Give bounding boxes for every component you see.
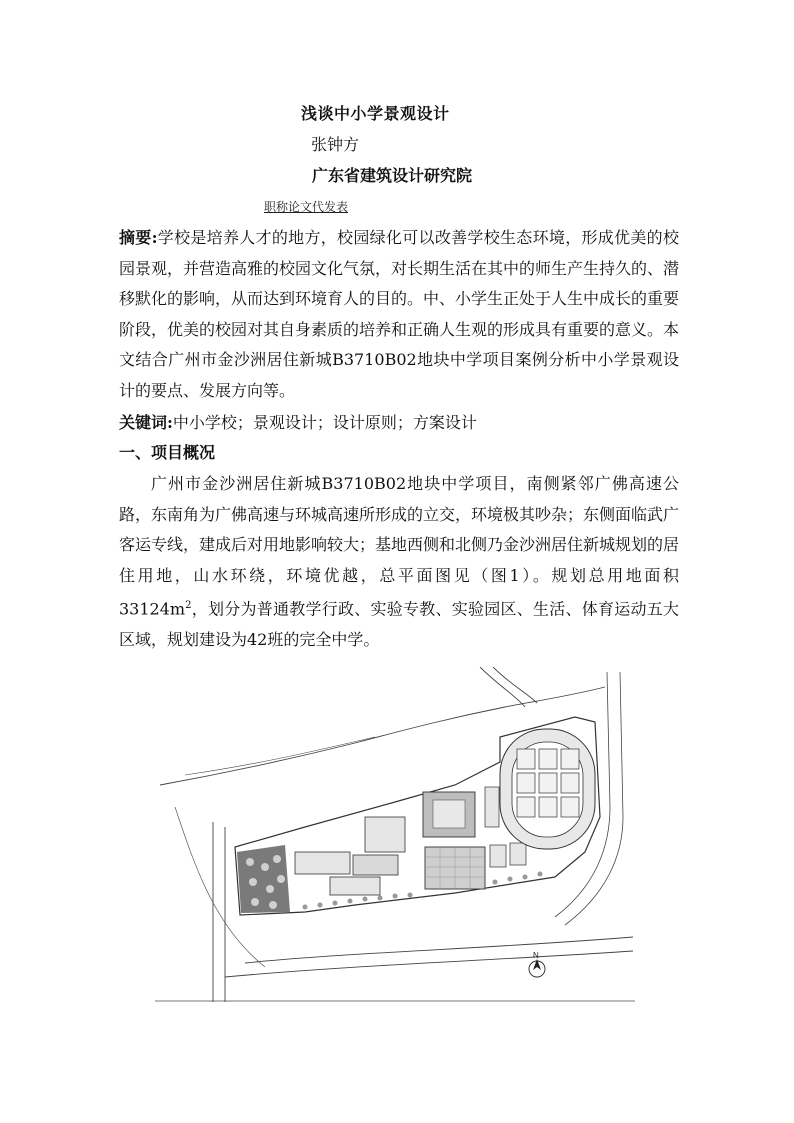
north-label: N bbox=[533, 951, 539, 960]
keywords-label: 关键词: bbox=[119, 413, 173, 432]
abstract-label: 摘要: bbox=[119, 228, 158, 247]
building-dorm-3 bbox=[485, 787, 499, 827]
author-organization: 广东省建筑设计研究院 bbox=[312, 166, 473, 185]
building-dorm-2 bbox=[510, 843, 526, 865]
basketball-courts bbox=[517, 749, 579, 817]
building-central bbox=[365, 817, 405, 852]
site-plan-figure bbox=[155, 667, 635, 1004]
road-south-1 bbox=[245, 937, 633, 963]
author-name: 张钟方 bbox=[311, 135, 360, 154]
building-dorm-1 bbox=[490, 845, 506, 867]
road-south-2 bbox=[225, 951, 633, 977]
section-heading: 一、项目概况 bbox=[119, 443, 216, 462]
north-arrow-icon bbox=[529, 959, 545, 977]
service-link[interactable]: 职称论文代发表 bbox=[264, 200, 349, 214]
building-lab bbox=[353, 855, 398, 875]
keywords-paragraph bbox=[119, 408, 679, 439]
area-superscript: 2 bbox=[185, 600, 192, 612]
road-north-curve-2 bbox=[185, 737, 375, 775]
body-text-part-2: ，划分为普通教学行政、实验专教、实验园区、生活、体育运动五大区域，规划建设为42班的完全中学。 bbox=[119, 599, 679, 650]
road-east-curve bbox=[480, 667, 525, 707]
abstract-text: 学校是培养人才的地方，校园绿化可以改善学校生态环境，形成优美的校园景观，并营造高雅的校园文化气氛，对长期生活在其中的师生产生持久的、潜移默化的影响，从而达到环境育人的目的。中、小学生正处于人生中成长的重要阶段，优美的校园对其自身素质的培养和正确人生观的形成具有重要的意义。本文结合广州市金沙洲居住新城B3710B02地块中学项目案例分析中小学景观设计的要点、发展方向等。 bbox=[119, 228, 680, 400]
body-text-part-1: 广州市金沙洲居住新城B3710B02地块中学项目，南侧紧邻广佛高速公路，东南角为广佛高速与环城高速所形成的立交，环境极其吵杂；东侧面临武广客运专线，建成后对用地影响较大；基地西侧和北侧乃金沙洲居住新城规划的居住用地，山水环绕，环境优越，总平面图见（图1）。规划总用地面积33124m bbox=[119, 474, 680, 619]
keywords-text: 中小学校；景观设计；设计原则；方案设计 bbox=[172, 413, 477, 432]
building-hall-inner bbox=[433, 800, 465, 828]
body-paragraph bbox=[119, 469, 679, 656]
abstract-paragraph bbox=[119, 223, 679, 407]
building-admin bbox=[295, 852, 350, 874]
building-teaching-1 bbox=[330, 877, 380, 895]
paper-title: 浅谈中小学景观设计 bbox=[301, 104, 450, 123]
site-plan-drawing bbox=[155, 667, 635, 1004]
